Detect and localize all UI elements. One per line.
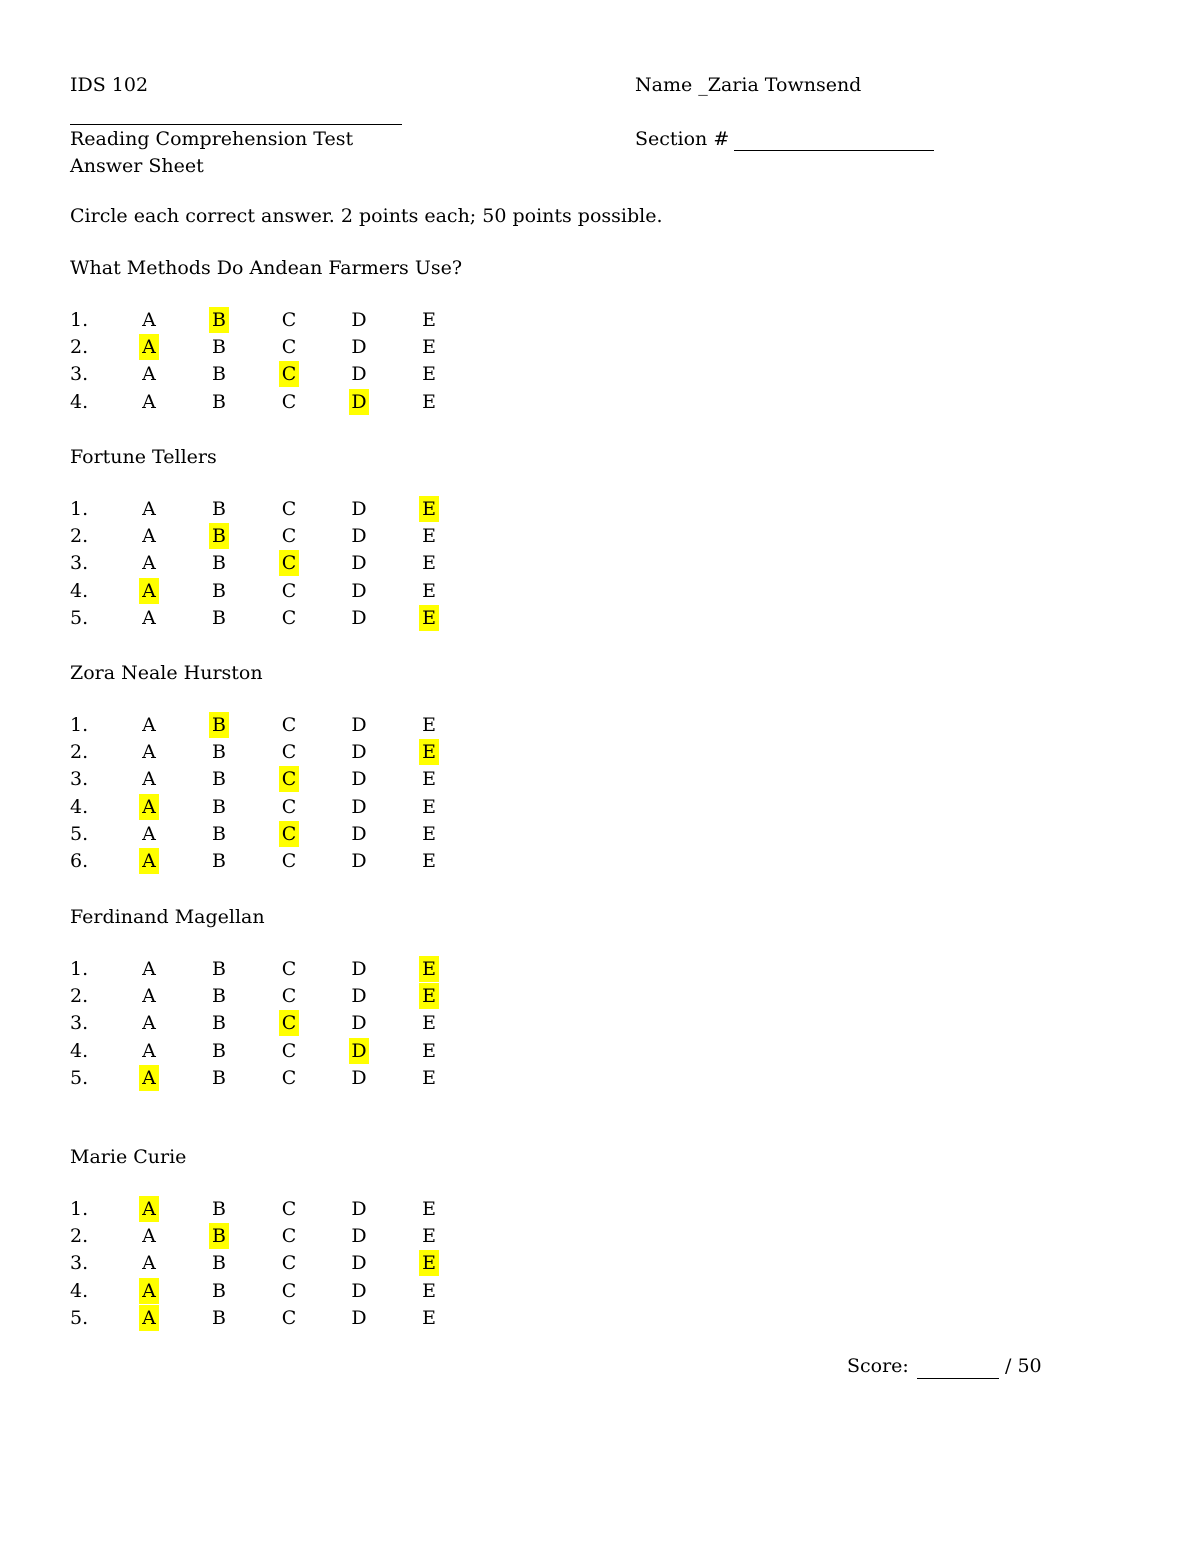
question-row	[70, 712, 470, 738]
answer-option-c[interactable]: C	[281, 1066, 297, 1089]
answer-option-a[interactable]: A	[142, 309, 156, 331]
course-code: IDS 102	[70, 74, 149, 96]
question-row	[70, 821, 470, 847]
answer-option-e[interactable]: E	[422, 1012, 436, 1035]
answer-option-c[interactable]: C	[281, 795, 297, 818]
score-blank[interactable]	[917, 1378, 999, 1379]
answer-option-d[interactable]: D	[351, 309, 367, 331]
question-number: 4.	[70, 390, 89, 413]
answer-option-d[interactable]: D	[351, 1225, 367, 1248]
answer-option-e-selected[interactable]: E	[419, 1250, 439, 1276]
answer-option-e-selected[interactable]: E	[419, 983, 439, 1009]
answer-option-d[interactable]: D	[351, 336, 367, 359]
question-number: 5.	[70, 1306, 89, 1329]
answer-option-c[interactable]: C	[281, 390, 297, 413]
answer-option-c[interactable]: C	[281, 579, 297, 602]
question-number: 1.	[70, 498, 89, 520]
answer-option-b[interactable]: B	[212, 1252, 226, 1275]
question-row	[70, 550, 470, 576]
question-row	[70, 523, 470, 549]
answer-option-d[interactable]: D	[351, 552, 367, 575]
question-number: 4.	[70, 795, 89, 818]
question-row	[70, 983, 470, 1009]
answer-option-e[interactable]: E	[422, 336, 436, 359]
answer-option-a[interactable]: A	[142, 1252, 156, 1275]
answer-option-d[interactable]: D	[351, 1012, 367, 1035]
question-number: 5.	[70, 1066, 89, 1089]
answer-option-c[interactable]: C	[281, 525, 297, 548]
answer-option-b[interactable]: B	[212, 390, 226, 413]
question-number: 3.	[70, 363, 89, 386]
answer-option-a[interactable]: A	[142, 390, 156, 413]
section-heading: What Methods Do Andean Farmers Use?	[70, 257, 463, 279]
answer-option-c[interactable]: C	[281, 606, 297, 629]
question-row	[70, 1065, 470, 1091]
answer-option-b[interactable]: B	[212, 552, 226, 575]
question-row	[70, 605, 470, 631]
answer-option-c[interactable]: C	[281, 498, 297, 520]
answer-option-b[interactable]: B	[212, 1279, 226, 1302]
question-number: 1.	[70, 714, 89, 736]
question-number: 1.	[70, 309, 89, 331]
answer-option-d[interactable]: D	[351, 498, 367, 520]
answer-option-d[interactable]: D	[351, 363, 367, 386]
answer-option-e[interactable]: E	[422, 525, 436, 548]
answer-option-b-selected[interactable]: B	[209, 307, 229, 333]
answer-option-a[interactable]: A	[142, 363, 156, 386]
answer-option-a[interactable]: A	[142, 768, 156, 791]
answer-option-a-selected[interactable]: A	[139, 1278, 159, 1304]
answer-option-a-selected[interactable]: A	[139, 848, 159, 874]
question-number: 2.	[70, 336, 89, 359]
question-number: 2.	[70, 1225, 89, 1248]
answer-option-c[interactable]: C	[281, 985, 297, 1008]
answer-option-c[interactable]: C	[281, 1225, 297, 1248]
answer-sheet-label: Answer Sheet	[70, 155, 204, 177]
answer-option-d[interactable]: D	[351, 958, 367, 980]
question-number: 5.	[70, 822, 89, 845]
question-number: 2.	[70, 985, 89, 1008]
answer-option-a-selected[interactable]: A	[139, 334, 159, 360]
question-number: 3.	[70, 552, 89, 575]
answer-option-e[interactable]: E	[422, 1225, 436, 1248]
answer-option-a-selected[interactable]: A	[139, 578, 159, 604]
answer-option-e-selected[interactable]: E	[419, 956, 439, 982]
answer-option-c-selected[interactable]: C	[279, 821, 299, 847]
answer-option-d[interactable]: D	[351, 1279, 367, 1302]
question-row	[70, 1196, 470, 1222]
answer-option-c-selected[interactable]: C	[279, 1010, 299, 1036]
answer-option-e-selected[interactable]: E	[419, 739, 439, 765]
answer-option-b[interactable]: B	[212, 768, 226, 791]
answer-option-b[interactable]: B	[212, 1306, 226, 1329]
question-number: 3.	[70, 1012, 89, 1035]
answer-option-a[interactable]: A	[142, 498, 156, 520]
question-number: 6.	[70, 850, 89, 872]
answer-option-e[interactable]: E	[422, 850, 436, 872]
answer-option-e[interactable]: E	[422, 579, 436, 602]
question-number: 3.	[70, 768, 89, 791]
answer-option-e-selected[interactable]: E	[419, 496, 439, 522]
answer-option-c[interactable]: C	[281, 309, 297, 331]
question-number: 1.	[70, 958, 89, 980]
question-row	[70, 496, 470, 522]
answer-option-d[interactable]: D	[351, 1252, 367, 1275]
question-row	[70, 1223, 470, 1249]
answer-option-d[interactable]: D	[351, 850, 367, 872]
question-row	[70, 1010, 470, 1036]
student-name: Name _Zaria Townsend	[635, 74, 862, 96]
answer-option-a-selected[interactable]: A	[139, 1065, 159, 1091]
answer-option-c[interactable]: C	[281, 850, 297, 872]
section-heading: Marie Curie	[70, 1146, 187, 1168]
answer-option-b[interactable]: B	[212, 985, 226, 1008]
question-row	[70, 794, 470, 820]
answer-option-c[interactable]: C	[281, 1306, 297, 1329]
answer-option-b[interactable]: B	[212, 850, 226, 872]
answer-option-e[interactable]: E	[422, 714, 436, 736]
answer-option-b[interactable]: B	[212, 498, 226, 520]
answer-option-e[interactable]: E	[422, 1279, 436, 1302]
answer-option-b[interactable]: B	[212, 1198, 226, 1220]
answer-option-c[interactable]: C	[281, 1198, 297, 1220]
answer-option-c[interactable]: C	[281, 1039, 297, 1062]
section-heading: Fortune Tellers	[70, 446, 217, 468]
answer-option-b[interactable]: B	[212, 336, 226, 359]
answer-option-b[interactable]: B	[212, 606, 226, 629]
question-number: 2.	[70, 741, 89, 764]
answer-option-a[interactable]: A	[142, 1039, 156, 1062]
question-row	[70, 334, 470, 360]
title-rule	[70, 124, 402, 125]
question-number: 4.	[70, 1279, 89, 1302]
answer-option-e[interactable]: E	[422, 1039, 436, 1062]
answer-option-b-selected[interactable]: B	[209, 1223, 229, 1249]
answer-option-a[interactable]: A	[142, 552, 156, 575]
score-total: / 50	[1005, 1355, 1042, 1377]
answer-option-c[interactable]: C	[281, 741, 297, 764]
question-number: 2.	[70, 525, 89, 548]
question-row	[70, 766, 470, 792]
answer-option-d[interactable]: D	[351, 1198, 367, 1220]
question-number: 5.	[70, 606, 89, 629]
answer-option-a[interactable]: A	[142, 714, 156, 736]
question-row	[70, 956, 470, 982]
answer-option-d[interactable]: D	[351, 525, 367, 548]
answer-option-e[interactable]: E	[422, 822, 436, 845]
answer-option-a[interactable]: A	[142, 525, 156, 548]
answer-option-b-selected[interactable]: B	[209, 712, 229, 738]
answer-option-e[interactable]: E	[422, 1066, 436, 1089]
answer-option-b-selected[interactable]: B	[209, 523, 229, 549]
answer-option-c[interactable]: C	[281, 714, 297, 736]
answer-option-d[interactable]: D	[351, 1306, 367, 1329]
answer-option-e[interactable]: E	[422, 309, 436, 331]
score-label: Score:	[847, 1355, 909, 1377]
answer-option-b[interactable]: B	[212, 1012, 226, 1035]
answer-option-d[interactable]: D	[351, 741, 367, 764]
answer-option-c[interactable]: C	[281, 958, 297, 980]
answer-option-d[interactable]: D	[351, 822, 367, 845]
question-row	[70, 307, 470, 333]
answer-option-c[interactable]: C	[281, 1279, 297, 1302]
answer-option-a[interactable]: A	[142, 822, 156, 845]
question-row	[70, 578, 470, 604]
answer-option-e[interactable]: E	[422, 768, 436, 791]
answer-option-a-selected[interactable]: A	[139, 1196, 159, 1222]
answer-option-d-selected[interactable]: D	[349, 389, 369, 415]
answer-option-d[interactable]: D	[351, 985, 367, 1008]
answer-option-b[interactable]: B	[212, 579, 226, 602]
answer-option-d[interactable]: D	[351, 579, 367, 602]
question-row	[70, 1278, 470, 1304]
answer-option-d[interactable]: D	[351, 768, 367, 791]
section-heading: Ferdinand Magellan	[70, 906, 265, 928]
instructions: Circle each correct answer. 2 points each; 50 points possible.	[70, 205, 663, 227]
answer-option-a[interactable]: A	[142, 606, 156, 629]
answer-option-e[interactable]: E	[422, 363, 436, 386]
answer-option-d-selected[interactable]: D	[349, 1038, 369, 1064]
answer-option-d[interactable]: D	[351, 795, 367, 818]
test-title: Reading Comprehension Test	[70, 128, 354, 150]
question-row	[70, 1305, 470, 1331]
answer-option-d[interactable]: D	[351, 714, 367, 736]
answer-option-c-selected[interactable]: C	[279, 361, 299, 387]
answer-option-e[interactable]: E	[422, 390, 436, 413]
answer-option-b[interactable]: B	[212, 795, 226, 818]
question-row	[70, 739, 470, 765]
section-label: Section #	[635, 128, 730, 150]
answer-option-a[interactable]: A	[142, 958, 156, 980]
answer-option-a[interactable]: A	[142, 1225, 156, 1248]
answer-option-a-selected[interactable]: A	[139, 794, 159, 820]
answer-option-a-selected[interactable]: A	[139, 1305, 159, 1331]
answer-option-e[interactable]: E	[422, 552, 436, 575]
answer-option-c[interactable]: C	[281, 1252, 297, 1275]
answer-option-b[interactable]: B	[212, 741, 226, 764]
question-number: 4.	[70, 579, 89, 602]
section-blank[interactable]	[734, 150, 934, 151]
question-number: 1.	[70, 1198, 89, 1220]
answer-option-e[interactable]: E	[422, 1306, 436, 1329]
answer-option-b[interactable]: B	[212, 1066, 226, 1089]
question-row	[70, 361, 470, 387]
answer-option-a[interactable]: A	[142, 1012, 156, 1035]
answer-option-b[interactable]: B	[212, 1039, 226, 1062]
answer-option-e[interactable]: E	[422, 1198, 436, 1220]
answer-option-e-selected[interactable]: E	[419, 605, 439, 631]
section-heading: Zora Neale Hurston	[70, 662, 263, 684]
answer-option-b[interactable]: B	[212, 822, 226, 845]
question-number: 4.	[70, 1039, 89, 1062]
answer-option-a[interactable]: A	[142, 741, 156, 764]
question-row	[70, 389, 470, 415]
answer-option-b[interactable]: B	[212, 363, 226, 386]
answer-option-b[interactable]: B	[212, 958, 226, 980]
answer-option-a[interactable]: A	[142, 985, 156, 1008]
answer-option-c[interactable]: C	[281, 336, 297, 359]
answer-option-d[interactable]: D	[351, 1066, 367, 1089]
question-row	[70, 848, 470, 874]
question-row	[70, 1250, 470, 1276]
answer-option-c-selected[interactable]: C	[279, 550, 299, 576]
question-row	[70, 1038, 470, 1064]
answer-option-c-selected[interactable]: C	[279, 766, 299, 792]
answer-option-d[interactable]: D	[351, 606, 367, 629]
question-number: 3.	[70, 1252, 89, 1275]
answer-option-e[interactable]: E	[422, 795, 436, 818]
